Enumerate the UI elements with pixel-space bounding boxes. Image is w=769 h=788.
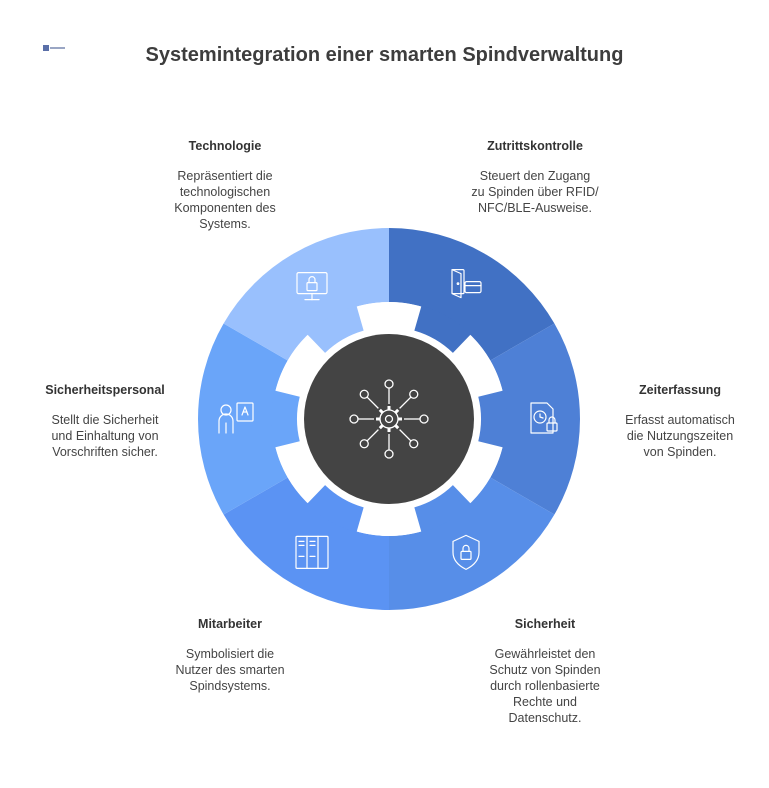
segment-label: Mitarbeiter: [198, 617, 262, 631]
segment-text-zutrittskontrolle: [445, 138, 625, 216]
segment-description: Gewährleistet den Schutz von Spinden durch rollenbasierte Rechte und Datenschutz.: [489, 647, 601, 725]
segment-tab-zeiterfassung: [478, 390, 507, 447]
segment-label: Sicherheitspersonal: [45, 383, 165, 397]
segment-text-technologie: [135, 138, 315, 232]
segment-tab-sicherheitspersonal: [271, 390, 300, 447]
segment-label: Zeiterfassung: [639, 383, 721, 397]
segment-text-sicherheitspersonal: [10, 382, 200, 460]
segment-description: Symbolisiert die Nutzer des smarten Spindsystems.: [175, 647, 285, 693]
center-hub: [304, 334, 474, 504]
segment-description: Stellt die Sicherheit und Einhaltung von Vorschriften sicher.: [51, 413, 159, 459]
segment-label: Zutrittskontrolle: [487, 139, 583, 153]
segment-label: Technologie: [188, 139, 262, 153]
segment-text-zeiterfassung: [605, 382, 755, 460]
segment-description: Steuert den Zugang zu Spinden über RFID/ NFC/BLE-Ausweise.: [471, 169, 599, 215]
segment-text-mitarbeiter: [140, 616, 320, 694]
segment-description: Repräsentiert die technologischen Komponenten des Systems.: [174, 169, 276, 231]
segment-label: Sicherheit: [514, 617, 576, 631]
segment-description: Erfasst automatisch die Nutzungszeiten von Spinden.: [625, 413, 735, 459]
page-title: Systemintegration einer smarten Spindverwaltung: [145, 44, 624, 66]
segment-text-sicherheit: [455, 616, 635, 726]
